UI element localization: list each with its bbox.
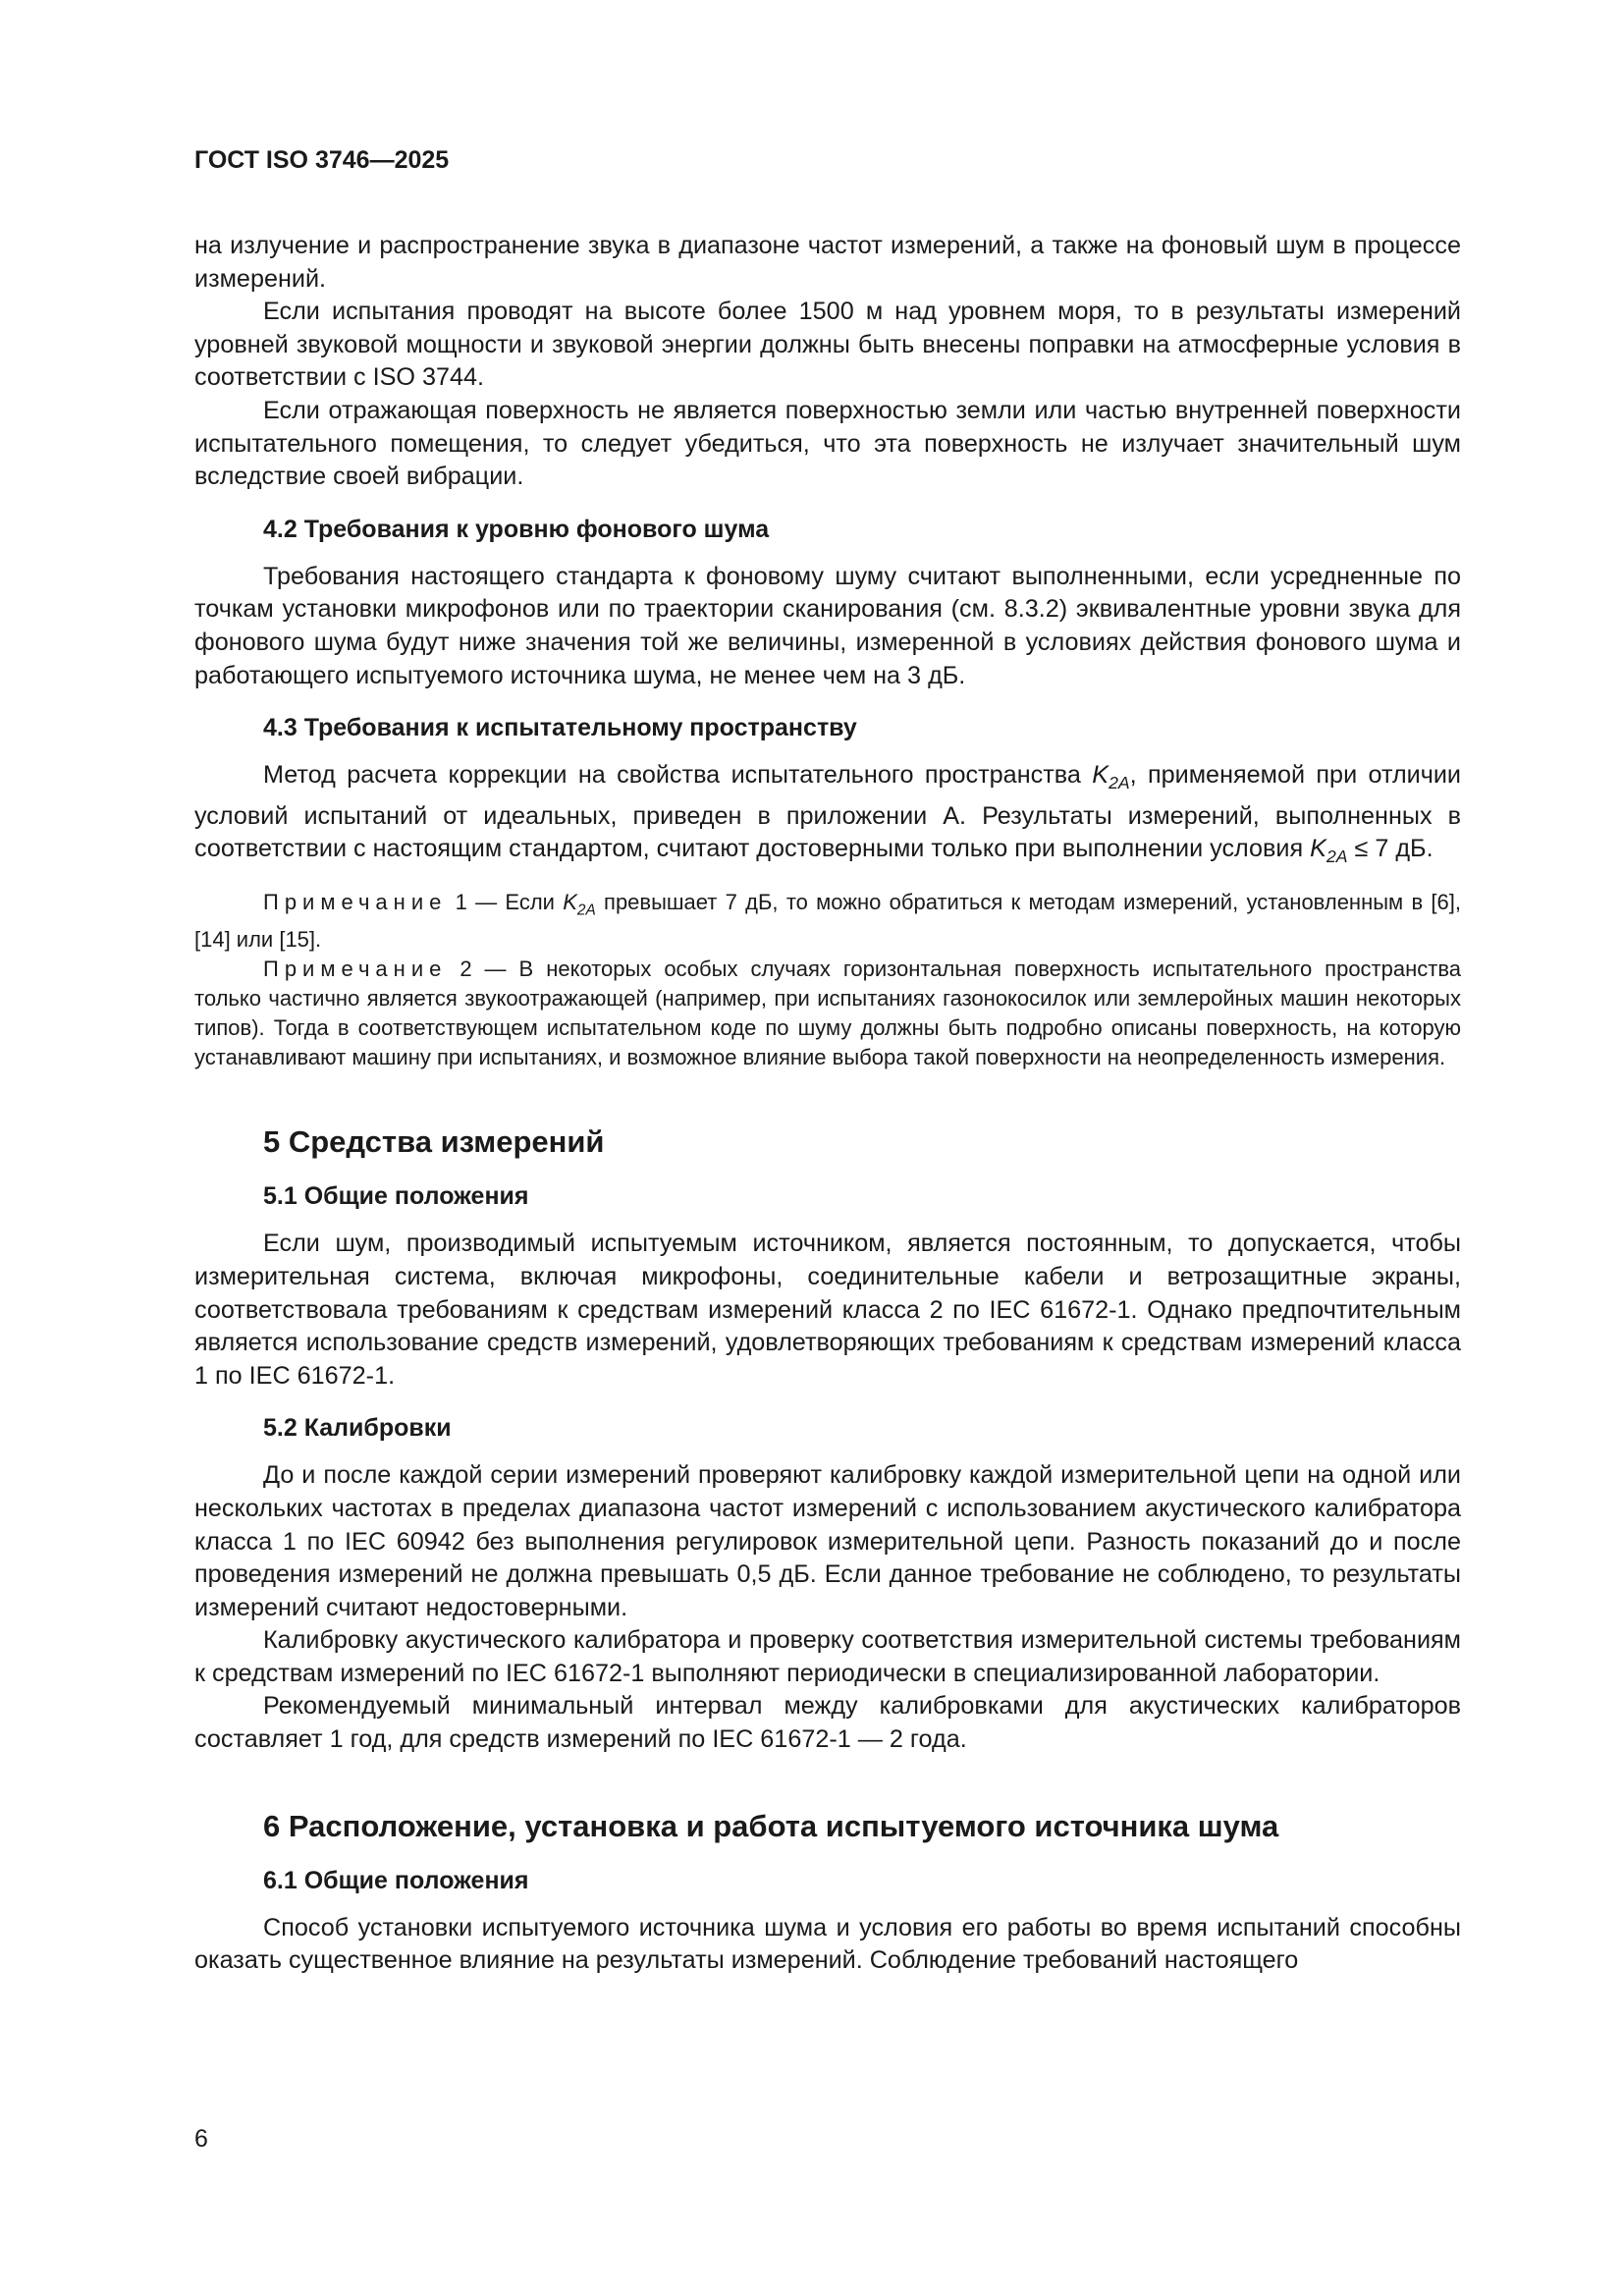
section-6-1-text: Способ установки испытуемого источника шума и условия его работы во время испытаний способны оказать существенное влияние на результаты измерений. Соблюдение требований настоящего (194, 1913, 1461, 1975)
symbol-k2a (563, 889, 596, 919)
text-run: превышает 7 дБ, то можно обратиться к методам измерений, установленным в [6], [14] или [15]. (194, 889, 1461, 953)
note-2 (194, 955, 1461, 1072)
section-5-2-text-2: Калибровку акустического калибратора и проверку соответствия измерительной системы требованиям к средствам измерений по IEC 61672-1 выполняют периодически в специализированной лаборатории. (194, 1626, 1461, 1687)
paragraph-continued: на излучение и распространение звука в диапазоне частот измерений, а также на фоновый шум в процессе измерений. (194, 232, 1461, 293)
document-header: ГОСТ ISO 3746—2025 (194, 146, 450, 174)
section-6-heading: 6 Расположение, установка и работа испытуемого источника шума (263, 1808, 1279, 1843)
text-run: ≤ 7 дБ. (1347, 835, 1434, 863)
section-4-2-heading: 4.2 Требования к уровню фонового шума (263, 515, 770, 543)
section-4-3-heading: 4.3 Требования к испытательному пространству (263, 714, 857, 742)
text-run: 2 — В некоторых особых случаях горизонтальная поверхность испытательного пространства только частично является звукоотражающей (например, при испытаниях газонокосилок или землеройных машин некоторых типов). Тогда в соответствующем испытательном коде по шуму должны быть подробно описаны поверхность, на которую устанавливают машину при испытаниях, и возможное влияние выбора такой поверхности на неопределенность измерения. (194, 957, 1461, 1070)
paragraph-altitude: Если испытания проводят на высоте более 1500 м над уровнем моря, то в результаты измерений уровней звуковой мощности и звуковой энергии должны быть внесены поправки на атмосферные условия в соответствии с ISO 3744. (194, 298, 1461, 392)
text-run: Метод расчета коррекции на свойства испытательного пространства (263, 761, 1093, 790)
symbol-subscript: 2A (1109, 773, 1130, 793)
section-6-1-heading: 6.1 Общие положения (263, 1866, 529, 1894)
section-5-1-heading: 5.1 Общие положения (263, 1182, 529, 1211)
text-run: 1 — Если (447, 889, 564, 914)
symbol-subscript: 2A (576, 902, 596, 919)
paragraph-reflecting-surface: Если отражающая поверхность не является поверхностью земли или частью внутренней поверхности испытательного помещения, то следует убедиться, что эта поверхность не излучает значительный шум вследствие своей вибрации. (194, 396, 1461, 491)
note-1 (194, 888, 1461, 955)
section-5-2-text-3: Рекомендуемый минимальный интервал между калибровками для акустических калибраторов составляет 1 год, для средств измерений по IEC 61672-1 — 2 года. (194, 1692, 1461, 1754)
section-4-2-text: Требования настоящего стандарта к фоновому шуму считают выполненными, если усредненные по точкам установки микрофонов или по траектории сканирования (см. 8.3.2) эквивалентные уровни звука для фонового шума будут ниже значения той же величины, измеренной в условиях действия фонового шума и работающего испытуемого источника шума, не менее чем на 3 дБ. (194, 562, 1461, 689)
symbol-k2a (1310, 835, 1348, 867)
symbol-subscript: 2A (1325, 847, 1348, 867)
section-4-3-text (194, 759, 1461, 874)
symbol-k2a (1092, 761, 1130, 793)
page-number: 6 (194, 2125, 208, 2153)
text-run: , применяемой при отличии условий испытаний от идеальных, приведен в приложении А. Результаты измерений, выполненных в соответствии с настоящим стандартом, считают достоверными только при выполнении условия (194, 761, 1461, 863)
note-label: Примечание (263, 889, 448, 914)
section-5-1-text: Если шум, производимый испытуемым источником, является постоянным, то допускается, чтобы измерительная система, включая микрофоны, соединительные кабели и ветрозащитные экраны, соответствовала требованиям к средствам измерений класса 2 по IEC 61672-1. Однако предпочтительным является использование средств измерений, удовлетворяющих требованиям к средствам измерений класса 1 по IEC 61672-1. (194, 1230, 1461, 1390)
section-5-2-heading: 5.2 Калибровки (263, 1414, 452, 1443)
section-5-heading: 5 Средства измерений (263, 1124, 605, 1160)
section-5-2-text-1: До и после каждой серии измерений проверяют калибровку каждой измерительной цепи на одной или нескольких частотах в пределах диапазона частот измерений с использованием акустического калибратора класса 1 по IEC 60942 без выполнения регулировок измерительной цепи. Разность показаний до и после проведения измерений не должна превышать 0,5 дБ. Если данное требование не соблюдено, то результаты измерений считают недостоверными. (194, 1461, 1461, 1621)
symbol-k: K (563, 889, 577, 914)
note-label: Примечание (263, 957, 448, 982)
symbol-k: K (1092, 761, 1109, 790)
symbol-k: K (1310, 835, 1326, 863)
document-page (194, 145, 1461, 1978)
